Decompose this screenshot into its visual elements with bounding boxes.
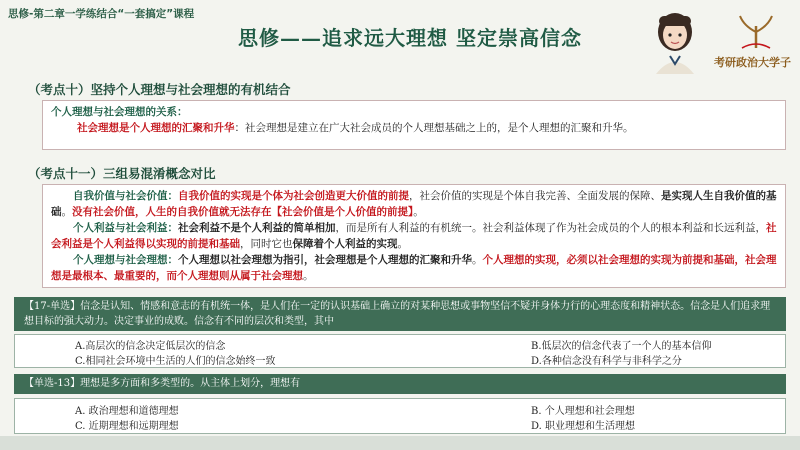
option-b[interactable]: B. 个人理想和社会理想 (531, 406, 635, 417)
value-para (51, 188, 777, 220)
ideal-text-2: 。 (303, 270, 314, 282)
question-13-options (14, 398, 786, 434)
section-heading-11: （考点十一）三组易混淆概念对比 (28, 166, 216, 181)
option-a[interactable]: A.高层次的信念决定低层次的信念 (75, 341, 226, 352)
brand-name: 考研政治大学子 (714, 56, 791, 69)
ideal-para (51, 252, 777, 284)
tree-logo-icon (730, 12, 782, 52)
interest-lead: 个人利益与社会利益： (73, 222, 178, 234)
option-a[interactable]: A. 政治理想和道德理想 (75, 406, 179, 417)
value-key-2: 没有社会价值，人生的自我价值就无法存在【社会价值是个人价值的前提】 (72, 206, 414, 218)
value-text-2: 。 (61, 206, 72, 218)
value-lead: 自我价值与社会价值： (73, 190, 178, 202)
relation-box (42, 100, 786, 150)
option-d[interactable]: D. 职业理想和生活理想 (531, 421, 636, 432)
question-17-bar: 【17-单选】信念是认知、情感和意志的有机统一体，是人们在一定的认识基础上确立的对某种思想或事物坚信不疑并身体力行的心理态度和精神状态。信念是人们追求理想目标的强大动力。决定事业的成败。信念有不同的层次和类型，其中 (14, 297, 786, 331)
ideal-bold: 个人理想以社会理想为指引，社会理想是个人理想的汇聚和升华 (178, 254, 472, 266)
interest-bold-2: 保障着个人利益的实现 (292, 238, 398, 250)
avatar-illustration (650, 4, 700, 74)
page-title: 思修——追求远大理想 坚定崇高信念 (238, 26, 582, 50)
section-heading-10: （考点十）坚持个人理想与社会理想的有机结合 (28, 82, 291, 97)
interest-text-2: ，同时它也 (240, 238, 293, 250)
interest-para (51, 220, 777, 252)
comparison-box (42, 184, 786, 288)
value-text-1: ，社会价值的实现是个体自我完善、全面发展的保障、 (409, 190, 661, 202)
value-key: 自我价值的实现是个体为社会创造更大价值的前提 (178, 190, 409, 202)
interest-text-3: 。 (397, 238, 408, 250)
relation-text (51, 120, 777, 136)
interest-bold: 社会利益不是个人利益的简单相加 (178, 222, 336, 234)
ideal-lead: 个人理想与社会理想： (73, 254, 178, 266)
relation-lead: 个人理想与社会理想的关系： (51, 106, 188, 118)
value-text-3: 。 (413, 206, 424, 218)
option-c[interactable]: C.相同社会环境中生活的人们的信念始终一致 (75, 356, 276, 367)
option-c[interactable]: C. 近期理想和远期理想 (75, 421, 179, 432)
bottom-strip (0, 436, 800, 450)
question-13-bar: 【单选-13】理想是多方面和多类型的。从主体上划分，理想有 (14, 374, 786, 394)
course-title: 思修-第二章一学练结合“一套搞定”课程 (8, 8, 195, 20)
relation-key: 社会理想是个人理想的汇聚和升华 (77, 122, 235, 134)
interest-text-1: ，而是所有人利益的有机统一。社会利益体现了作为社会成员的个人的根本利益和长远利益， (335, 222, 766, 234)
value-bold: 是实现人生自我价值的基础 (51, 190, 777, 218)
brand-logo (650, 4, 798, 76)
option-d[interactable]: D.各种信念没有科学与非科学之分 (531, 356, 682, 367)
relation-rest: ：社会理想是建立在广大社会成员的个人理想基础之上的，是个人理想的汇聚和升华。 (234, 122, 634, 134)
option-b[interactable]: B.低层次的信念代表了一个人的基本信仰 (531, 341, 712, 352)
ideal-key: 个人理想的实现，必须以社会理想的实现为前提和基础，社会理想是最根本、最重要的，而个人理想则从属于社会理想 (51, 254, 777, 282)
question-17-options (14, 334, 786, 368)
ideal-text-1: 。 (472, 254, 483, 266)
interest-key: 社会利益是个人利益得以实现的前提和基础 (51, 222, 777, 250)
